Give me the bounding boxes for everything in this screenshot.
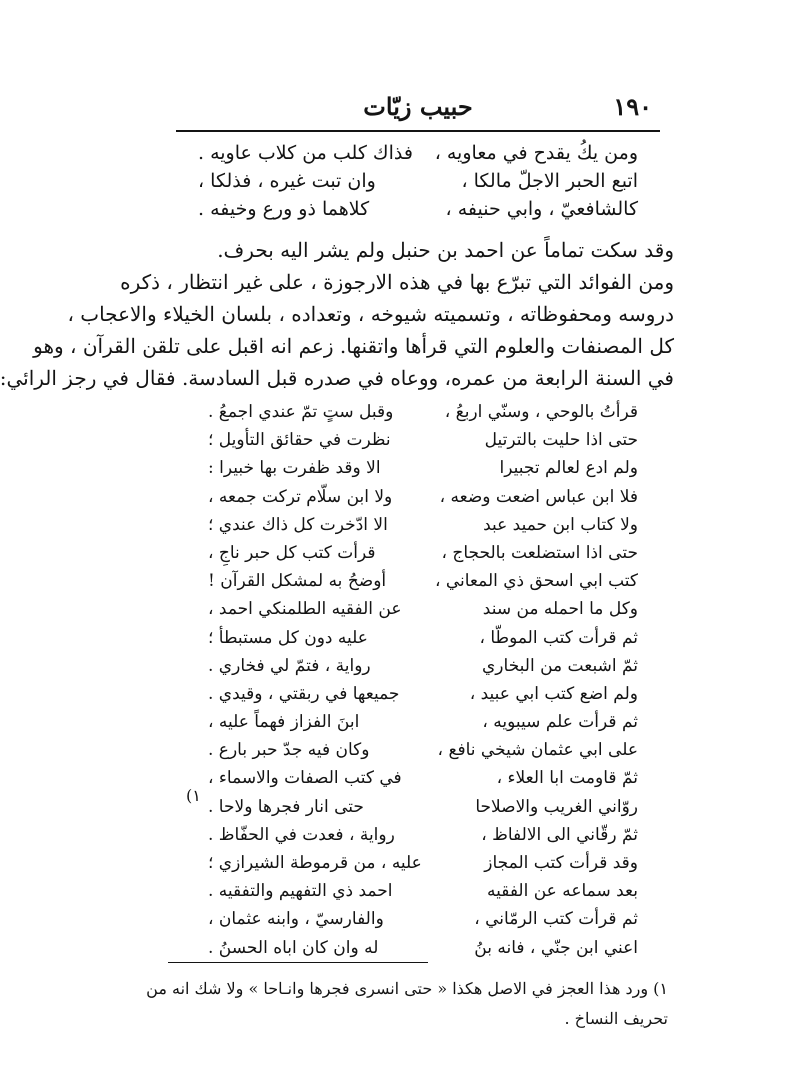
hemistich-right: اتبع الحبر الاجلّ مالكا ،: [461, 170, 638, 192]
hemistich-right: فلا ابن عباس اضعت وضعه ،: [439, 486, 638, 507]
hemistich-right: قرأتُ بالوحي ، وسنّي اربعُ ،: [444, 402, 638, 422]
hemistich-left: احمد ذي التفهيم والتفقيه .: [208, 881, 393, 902]
hemistich-right: ثمّ رقّاني الى الالفاظ ،: [481, 824, 638, 845]
verse-line: [208, 430, 638, 458]
hemistich-right: ثم قرأت علم سيبويه ،: [482, 712, 638, 733]
verse-line: [208, 402, 638, 430]
hemistich-left: والفارسيّ ، وابنه عثمان ،: [208, 909, 384, 930]
hemistich-left: ولا ابن سلّام تركت جمعه ،: [208, 486, 393, 507]
hemistich-left: في كتب الصفات والاسماء ،: [208, 768, 402, 789]
prose-line: كل المصنفات والعلوم التي قرأها واتقنها. زعم انه اقبل على تلقن القرآن ، وهو: [33, 334, 674, 358]
hemistich-left: ابنَ الفزاز فهماً عليه ،: [208, 712, 360, 733]
prose-line: في السنة الرابعة من عمره، ووعاه في صدره قبل السادسة. فقال في رجز الرائي:: [0, 366, 674, 390]
hemistich-right: ثم قرأت كتب الموطّا ،: [479, 627, 638, 648]
verse-line: [208, 909, 638, 937]
running-title: حبيب زيّات: [363, 92, 473, 121]
hemistich-left: الا وقد ظفرت بها خبيرا :: [208, 458, 381, 479]
hemistich-left: كلاهما ذو ورع وخيفه .: [198, 198, 370, 220]
hemistich-right: ثم قرأت كتب الرمّاني ،: [474, 909, 638, 930]
hemistich-right: ثمّ اشبعت من البخاري: [482, 655, 638, 676]
intro-verse: [198, 198, 638, 232]
hemistich-left: الا ادّخرت كل ذاك عندي ؛: [208, 514, 388, 535]
hemistich-right: وقد قرأت كتب المجاز: [484, 853, 638, 873]
verse-line: [208, 797, 638, 825]
verse-line: [208, 487, 638, 515]
verse-line: [208, 571, 638, 599]
header-rule: [176, 130, 660, 132]
hemistich-left: وان تبت غيره ، فذلكا ،: [198, 170, 376, 192]
hemistich-left: جميعها في ربقتي ، وقيدي .: [208, 683, 400, 704]
verse-line: [208, 881, 638, 909]
hemistich-right: وكل ما احمله من سند: [482, 599, 638, 620]
hemistich-right: كالشافعيّ ، وابي حنيفه ،: [445, 198, 638, 220]
verse-line: [208, 515, 638, 543]
footnote-line: ١) ورد هذا العجز في الاصل هكذا « حتى انسرى فجرها وانـاحا » ولا شك انه من: [146, 979, 668, 998]
verse-line: [208, 825, 638, 853]
hemistich-right: حتى اذا حليت بالترتيل: [484, 430, 638, 451]
verse-line: [208, 712, 638, 740]
hemistich-right: ولا كتاب ابن حميد عبد: [483, 514, 638, 535]
verse-line: [208, 853, 638, 881]
hemistich-right: بعد سماعه عن الفقيه: [486, 881, 638, 902]
page-number: ١٩٠: [613, 92, 652, 121]
hemistich-right: ولم اضع كتب ابي عبيد ،: [469, 683, 638, 704]
verse-line: [208, 740, 638, 768]
prose-paragraph-1: [158, 234, 674, 266]
prose-line: وقد سكت تماماً عن احمد بن حنبل ولم يشر اليه بحرف.: [217, 238, 674, 262]
verse-line: [208, 628, 638, 656]
verse-line: [208, 458, 638, 486]
hemistich-right: روّاني الغريب والاصلاحا: [475, 796, 638, 817]
hemistich-right: ومن يكُ يقدح في معاويه ،: [434, 142, 638, 164]
prose-paragraph-2: [0, 266, 674, 394]
verse-line: [208, 768, 638, 796]
hemistich-left: رواية ، فعدت في الحفّاظ .: [208, 824, 395, 845]
hemistich-left: أوضحُ به لمشكل القرآن !: [208, 571, 387, 592]
page-header: [176, 92, 660, 128]
hemistich-left: وقبل ستٍ تمّ عندي اجمعُ .: [208, 402, 394, 422]
hemistich-left: وكان فيه جدّ حبر بارع .: [208, 740, 370, 761]
verse-line: [208, 599, 638, 627]
hemistich-left: عليه دون كل مستبطأ ؛: [208, 627, 368, 648]
hemistich-left: فذاك كلب من كلاب عاويه .: [198, 142, 413, 164]
hemistich-left: حتى انار فجرها ولاحا .: [208, 796, 364, 817]
verse-line: [208, 684, 638, 712]
footnote-marker: ١): [186, 786, 201, 805]
hemistich-right: ثمّ قاومت ابا العلاء ،: [496, 768, 638, 789]
hemistich-right: ولم ادع لعالم تجبيرا: [499, 458, 638, 479]
hemistich-left: عليه ، من قرموطة الشيرازي ؛: [208, 853, 422, 873]
hemistich-left: عن الفقيه الطلمنكي احمد ،: [208, 599, 402, 620]
hemistich-right: كتب ابي اسحق ذي المعاني ،: [434, 571, 638, 592]
hemistich-right: حتى اذا استضلعت بالحجاج ،: [441, 542, 638, 563]
hemistich-left: قرأت كتب كل حبر ناجِ ،: [208, 542, 376, 563]
prose-line: دروسه ومحفوظاته ، وتسميته شيوخه ، وتعداده ، بلسان الخيلاء والاعجاب ،: [67, 302, 674, 326]
hemistich-right: على ابي عثمان شيخي نافع ،: [437, 740, 638, 761]
hemistich-left: رواية ، فتمّ لي فخاري .: [208, 655, 371, 676]
footnote: [146, 974, 668, 1034]
verse-line: [208, 543, 638, 571]
hemistich-left: نظرت في حقائق التأويل ؛: [208, 430, 391, 451]
footnote-line: تحريف النساخ .: [564, 1009, 668, 1028]
footnote-rule: [168, 962, 428, 963]
hemistich-right: اعني ابن جنّي ، فانه بنُ: [474, 937, 638, 958]
verse-line: [208, 656, 638, 684]
verse-block: [208, 402, 638, 966]
hemistich-left: له وان كان اباه الحسنُ .: [208, 937, 379, 958]
prose-line: ومن الفوائد التي تبرّع بها في هذه الارجوزة ، على غير انتظار ، ذكره: [120, 270, 674, 294]
